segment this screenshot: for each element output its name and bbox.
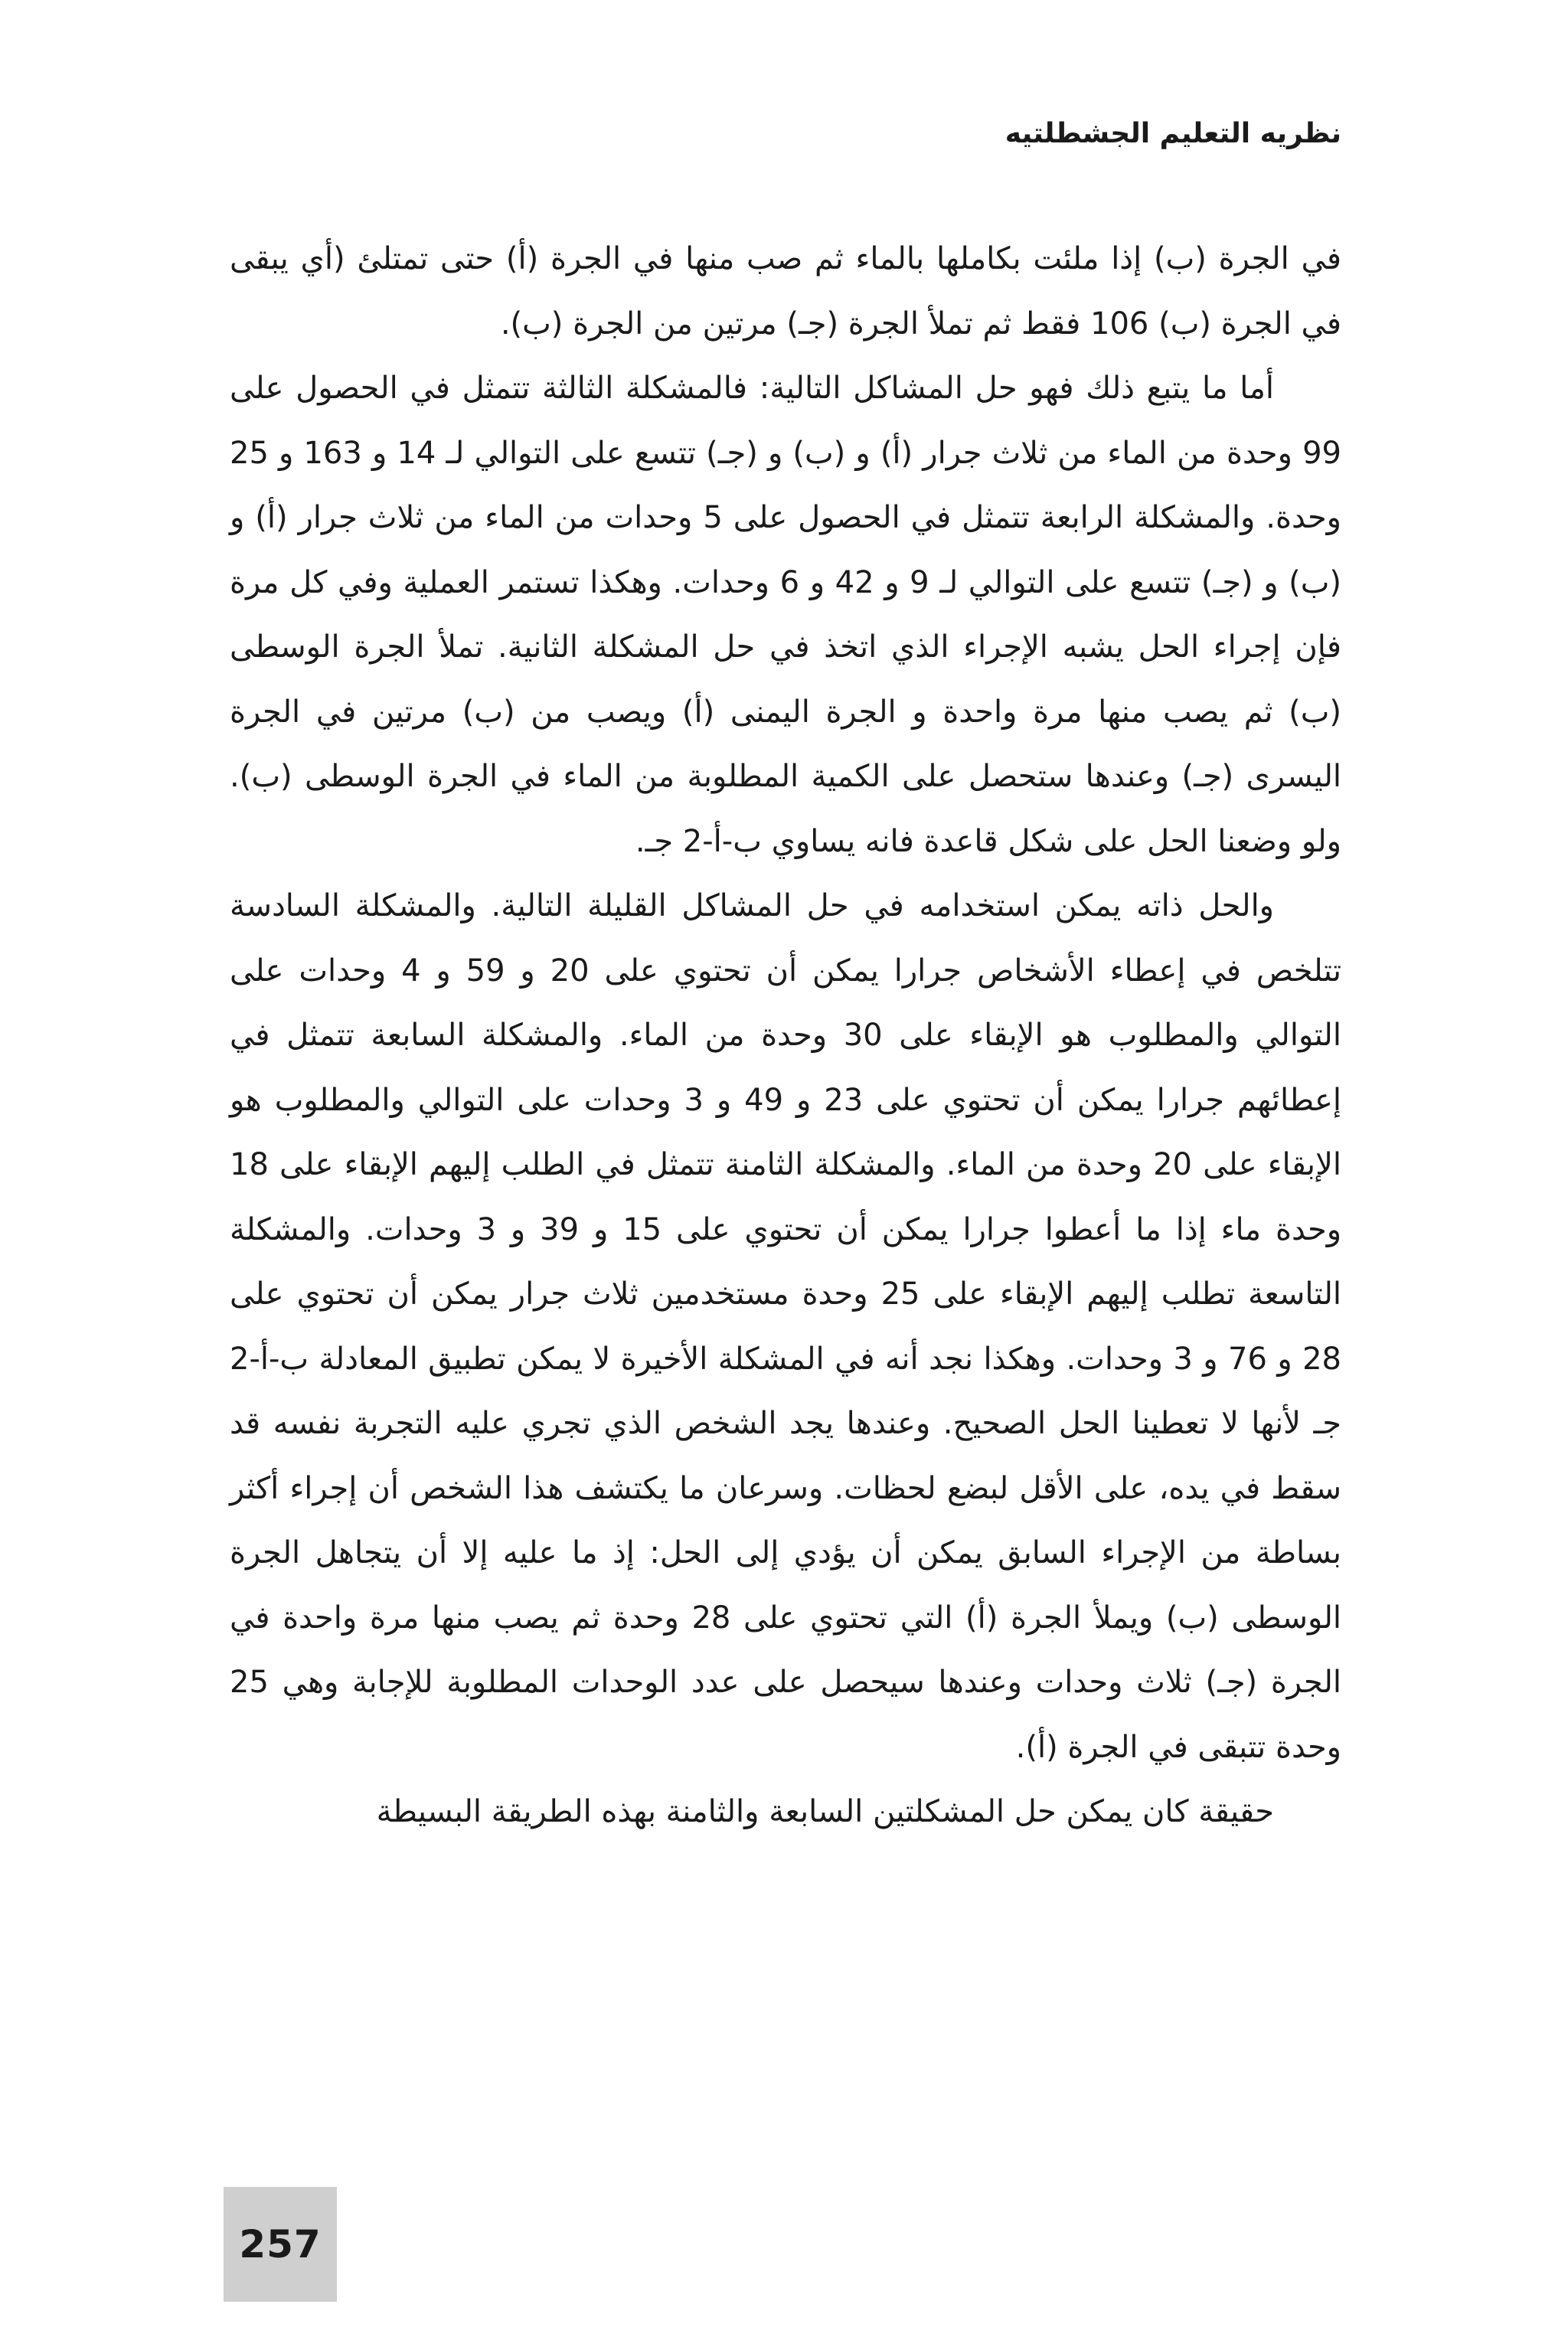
- paragraph-problems-three-to-five: أما ما يتبع ذلك فهو حل المشاكل التالية: فالمشكلة الثالثة تتمثل في الحصول على 99 وحدة من الماء من ثلاث جرار (أ) و (ب) و (جـ) تتسع على التوالي لـ 14 و 163 و 25 وحدة. والمشكلة الرابعة تتمثل في الحصول على 5 وحدات من الماء من ثلاث جرار (أ) و (ب) و (جـ) تتسع على التوالي لـ 9 و 42 و 6 وحدات. وهكذا تستمر العملية وفي كل مرة فإن إجراء الحل يشبه الإجراء الذي اتخذ في حل المشكلة الثانية. تملأ الجرة الوسطى (ب) ثم يصب منها مرة واحدة و الجرة اليمنى (أ) ويصب من (ب) مرتين في الجرة اليسرى (جـ) وعندها ستحصل على الكمية المطلوبة من الماء في الجرة الوسطى (ب). ولو وضعنا الحل على شكل قاعدة فانه يساوي ب-أ-2 جـ.: [230, 371, 1342, 859]
- body-text: [230, 227, 1341, 1845]
- page-number-box: [224, 2187, 337, 2302]
- running-header-title: نظريه التعليم الجشطلتيه: [1004, 118, 1341, 149]
- page-number: 257: [239, 2222, 322, 2267]
- paragraph-problems-six-to-nine: والحل ذاته يمكن استخدامه في حل المشاكل القليلة التالية. والمشكلة السادسة تتلخص في إعطاء الأشخاص جرارا يمكن أن تحتوي على 20 و 59 و 4 وحدات على التوالي والمطلوب هو الإبقاء على 30 وحدة من الماء. والمشكلة السابعة تتمثل في إعطائهم جرارا يمكن أن تحتوي على 23 و 49 و 3 وحدات على التوالي والمطلوب هو الإبقاء على 20 وحدة من الماء. والمشكلة الثامنة تتمثل في الطلب إليهم الإبقاء على 18 وحدة ماء إذا ما أعطوا جرارا يمكن أن تحتوي على 15 و 39 و 3 وحدات. والمشكلة التاسعة تطلب إليهم الإبقاء على 25 وحدة مستخدمين ثلاث جرار يمكن أن تحتوي على 28 و 76 و 3 وحدات. وهكذا نجد أنه في المشكلة الأخيرة لا يمكن تطبيق المعادلة ب-أ-2 جـ لأنها لا تعطينا الحل الصحيح. وعندها يجد الشخص الذي تجري عليه التجربة نفسه قد سقط في يده، على الأقل لبضع لحظات. وسرعان ما يكتشف هذا الشخص أن إجراء أكثر بساطة من الإجراء السابق يمكن أن يؤدي إلى الحل: إذ ما عليه إلا أن يتجاهل الجرة الوسطى (ب) ويملأ الجرة (أ) التي تحتوي على 28 وحدة ثم يصب منها مرة واحدة في الجرة (جـ) ثلاث وحدات وعندها سيحصل على عدد الوحدات المطلوبة للإجابة وهي 25 وحدة تتبقى في الجرة (أ).: [230, 888, 1342, 1765]
- paragraph-final-line: حقيقة كان يمكن حل المشكلتين السابعة والثامنة بهذه الطريقة البسيطة: [376, 1794, 1274, 1829]
- paragraph-continuation: في الجرة (ب) إذا ملئت بكاملها بالماء ثم صب منها في الجرة (أ) حتى تمتلئ (أي يبقى في الجرة (ب) 106 فقط ثم تملأ الجرة (جـ) مرتين من الجرة (ب).: [230, 241, 1341, 342]
